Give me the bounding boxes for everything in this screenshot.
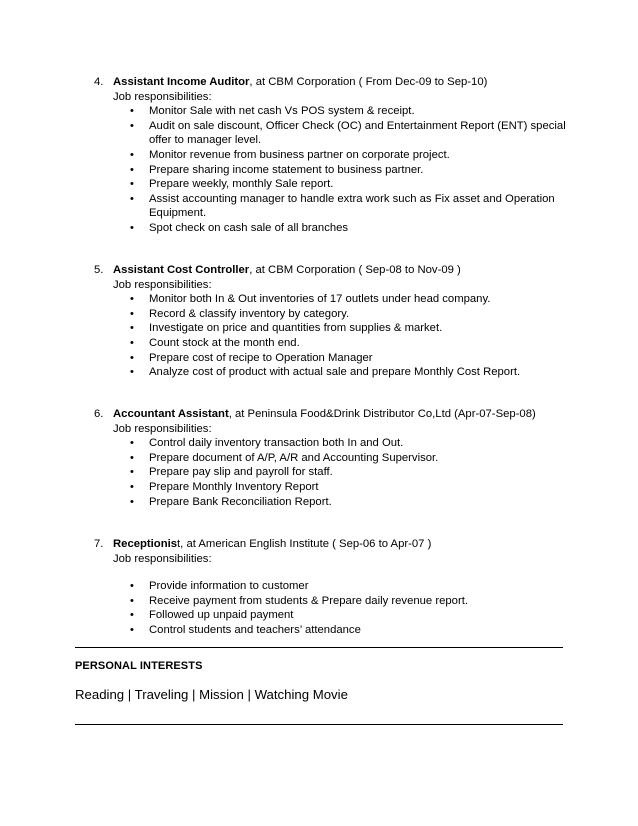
responsibilities-list <box>94 436 574 509</box>
responsibilities-label: Job responsibilities: <box>113 278 212 291</box>
list-item: • Prepare cost of recipe to Operation Manager <box>130 351 373 364</box>
bullet-icon: • <box>130 105 134 118</box>
list-item: • Provide information to customer <box>130 580 309 593</box>
bullet-icon: • <box>130 163 134 176</box>
job-entry-6 <box>94 407 574 509</box>
job-details: , at CBM Corporation ( From Dec-09 to Sep-10) <box>249 76 488 88</box>
job-title: Assistant Income Auditor <box>113 76 250 88</box>
list-item: • Monitor Sale with net cash Vs POS system & receipt. <box>130 105 415 118</box>
bullet-icon: • <box>130 466 134 479</box>
list-item: • Prepare sharing income statement to business partner. <box>130 163 424 176</box>
job-title: Assistant Cost Controller <box>113 264 250 276</box>
bullet-icon: • <box>130 580 134 593</box>
personal-interests-text: Reading | Traveling | Mission | Watching Movie <box>75 687 348 702</box>
bullet-icon: • <box>130 451 134 464</box>
job-number: 7. <box>94 538 104 550</box>
list-item: • Receive payment from students & Prepare daily revenue report. <box>130 594 468 607</box>
list-item: • Prepare Bank Reconciliation Report. <box>130 495 332 508</box>
bullet-icon: • <box>130 293 134 306</box>
job-title-suffix: t <box>177 538 181 550</box>
bullet-icon: • <box>130 322 134 335</box>
bullet-icon: • <box>130 480 134 493</box>
bullet-icon: • <box>130 307 134 320</box>
bullet-icon: • <box>130 148 134 161</box>
responsibilities-label: Job responsibilities: <box>113 552 212 565</box>
job-number: 4. <box>94 76 104 88</box>
section-divider <box>75 724 563 725</box>
list-item: • Prepare document of A/P, A/R and Accounting Supervisor. <box>130 451 439 464</box>
bullet-icon: • <box>130 351 134 364</box>
list-item: • Prepare Monthly Inventory Report <box>130 480 319 493</box>
job-entry-5 <box>94 263 574 380</box>
section-heading-personal-interests: PERSONAL INTERESTS <box>75 660 203 672</box>
section-divider <box>75 647 563 648</box>
job-entry-4 <box>94 75 574 236</box>
job-number: 6. <box>94 408 104 420</box>
job-details: , at CBM Corporation ( Sep-08 to Nov-09 ) <box>249 264 461 276</box>
list-item: • Monitor both In & Out inventories of 17 outlets under head company. <box>130 293 491 306</box>
job-details: , at Peninsula Food&Drink Distributor Co,Ltd (Apr-07-Sep-08) <box>228 408 536 420</box>
bullet-icon: • <box>130 366 134 379</box>
responsibilities-list <box>94 579 574 637</box>
bullet-icon: • <box>130 594 134 607</box>
list-item: • Assist accounting manager to handle extra work such as Fix asset and Operation Equipment. <box>130 192 555 220</box>
bullet-icon: • <box>130 336 134 349</box>
list-item: • Prepare weekly, monthly Sale report. <box>130 178 334 191</box>
responsibilities-list <box>94 292 574 380</box>
list-item: • Control students and teachers’ attendance <box>130 623 361 636</box>
responsibilities-list <box>94 104 574 235</box>
bullet-icon: • <box>130 609 134 622</box>
job-header <box>94 75 574 90</box>
list-item: • Followed up unpaid payment <box>130 609 294 622</box>
responsibilities-label: Job responsibilities: <box>113 422 212 435</box>
list-item: • Audit on sale discount, Officer Check (OC) and Entertainment Report (ENT) special offer to manager level. <box>130 119 566 147</box>
bullet-icon: • <box>130 437 134 450</box>
list-item: • Prepare pay slip and payroll for staff. <box>130 466 333 479</box>
list-item: • Analyze cost of product with actual sale and prepare Monthly Cost Report. <box>130 366 521 379</box>
bullet-icon: • <box>130 623 134 636</box>
job-entry-7 <box>94 537 574 638</box>
bullet-icon: • <box>130 119 134 132</box>
list-item: • Count stock at the month end. <box>130 336 300 349</box>
bullet-icon: • <box>130 192 134 205</box>
bullet-icon: • <box>130 221 134 234</box>
job-header <box>94 263 574 278</box>
bullet-icon: • <box>130 178 134 191</box>
list-item: • Investigate on price and quantities from supplies & market. <box>130 322 443 335</box>
list-item: • Monitor revenue from business partner on corporate project. <box>130 148 450 161</box>
list-item: • Spot check on cash sale of all branches <box>130 221 349 234</box>
responsibilities-label: Job responsibilities: <box>113 90 212 103</box>
job-details: , at American English Institute ( Sep-06 to Apr-07 ) <box>180 538 432 550</box>
list-item: • Control daily inventory transaction both In and Out. <box>130 437 404 450</box>
job-title: Receptionis <box>113 538 178 550</box>
job-number: 5. <box>94 264 104 276</box>
job-header <box>94 407 574 422</box>
list-item: • Record & classify inventory by category. <box>130 307 350 320</box>
bullet-icon: • <box>130 495 134 508</box>
job-title: Accountant Assistant <box>113 408 229 420</box>
job-header <box>94 537 574 552</box>
